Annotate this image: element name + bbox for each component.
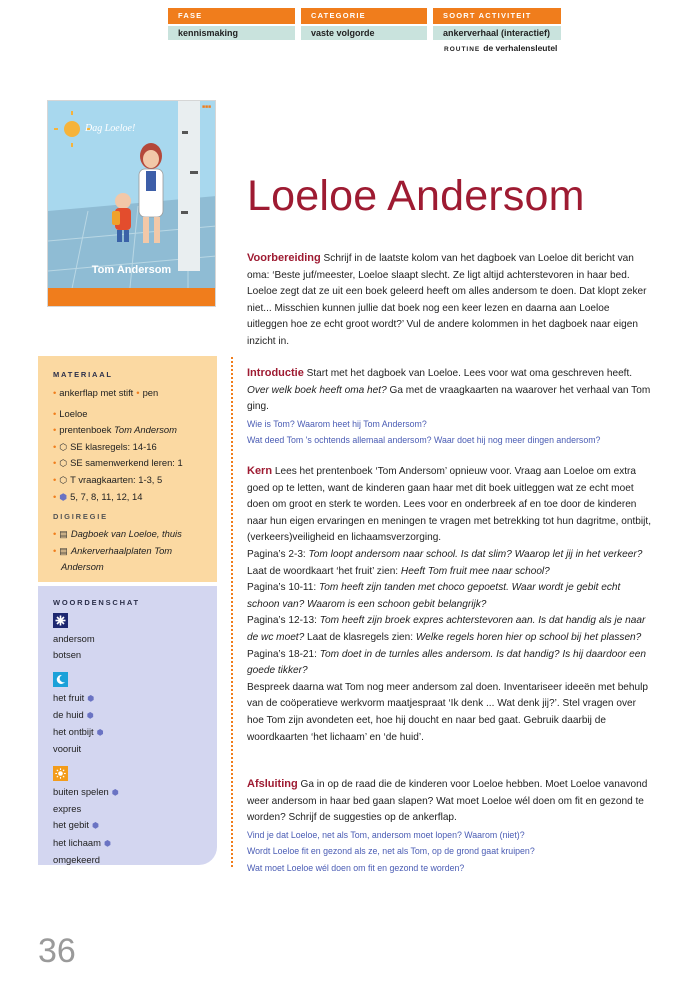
word-item: het lichaam ⬢ [53, 836, 111, 848]
kern-label: Kern [247, 465, 273, 477]
question: Wie is Tom? Waarom heet hij Tom Andersom? [247, 418, 427, 429]
header-soort [433, 8, 561, 40]
word-item: vooruit [53, 743, 82, 755]
digiregie-heading: DIGIREGIE [53, 512, 108, 522]
page-number: 36 [38, 932, 76, 970]
cube-outline-icon: ⬡ [59, 474, 68, 485]
word-item: buiten spelen ⬢ [53, 785, 119, 797]
kern-closing: Bespreek daarna wat Tom nog meer andersom zal doen. Inventariseer ideeën met behulp van de coöperatieve werkvorm maatjespraat ‘Ik denk ... Wat denk jij?’. Stel vragen over hoe Tom zijn avondeten eet, hoe hij doucht en naar bed gaat. Gebruik daarbij de woordkaarten ‘het lichaam’ en ‘de huid’. [247, 681, 648, 743]
book-title: Tom Andersom [114, 424, 177, 436]
kern-page: Pagina’s 10-11: Tom heeft zijn tanden met choco gepoetst. Waar wordt je gebit echt schoon van? Waarom is een schoon gebit belangrijk? [247, 582, 621, 610]
section-introductie: Introductie Start met het dagboek van Loeloe. Lees voor wat oma geschreven heeft. Over welk boek heeft oma het? Ga met de vraagkaarten na waarover het verhaal van Tom ging. Wie is Tom? Waarom heet hij Tom Andersom? Wat deed Tom 's ochtends allemaal andersom? Waar doet hij nog meer dingen andersom? [247, 365, 652, 449]
word-item: expres [53, 803, 82, 815]
word-item: omgekeerd [53, 853, 100, 865]
cube-icon: ⬢ [91, 821, 99, 831]
woordenschat-heading: WOORDENSCHAT [53, 598, 140, 607]
cube-outline-icon: ⬡ [59, 441, 68, 452]
materiaal-pen: pen [142, 387, 159, 398]
routine-value: de verhalensleutel [483, 43, 558, 53]
cover-badge: ■■■ [201, 104, 211, 110]
afsluiting-label: Afsluiting [247, 778, 298, 790]
document-icon: ▤ [59, 545, 68, 556]
question: Wat moet Loeloe wél doen om fit en gezond te worden? [247, 862, 465, 873]
categorie-value: vaste volgorde [301, 26, 427, 40]
kern-page: Pagina’s 18-21: Tom doet in de turnles alles andersom. Is dat handig? Is hij daardoor een goede tikker? [247, 648, 646, 677]
section-kern: Kern Lees het prentenboek ‘Tom Andersom’ opnieuw voor. Vraag aan Loeloe om extra goed op te letten, want de kinderen gaan haar met dit boek uitleggen wat ze echt moet doen om groot en sterk te worden. Lees voor en onderbreek af en toe door de kinderen naar hun eigen ervaringen en meningen te vragen met betrekking tot hun dagritme, ontbijt, (verkeers)veiligheid en lichaamsverzorging. Pagina’s 2-3: Tom loopt andersom naar school. Is dat slim? Waarop let jij in het verkeer? Laat de woordkaart ‘het fruit’ zien: Heeft Tom fruit mee naar school? Pagina’s 10-11: Tom heeft zijn tanden met choco gepoetst. Waar wordt je gebit echt schoon van? Waarom is een schoon gebit belangrijk? Pagina’s 12-13: Tom heeft zijn broek expres achterstevoren aan. Is dat handig als je naar de wc moet? Laat de klasregels zien: Welke regels horen hier op school bij het plassen? Pagina’s 18-21: Tom doet in de turnles alles andersom. Is dat handig? Is hij daardoor een goede tikker? Bespreek daarna wat Tom nog meer andersom zal doen. Inventariseer ideeën met behulp van de coöperatieve werkvorm maatjespraat ‘Ik denk ... Wat denk jij?’. Stel vragen over hoe Tom zijn avondeten eet, hoe hij doucht en naar bed gaat. Gebruik daarbij de woordkaarten ‘het lichaam’ en ‘de huid’. [247, 463, 652, 746]
word-item: het fruit ⬢ [53, 691, 95, 703]
word-item: het gebit ⬢ [53, 819, 99, 831]
section-voorbereiding: Voorbereiding Schrijf in de laatste kolom van het dagboek van Loeloe dit bericht van oma: ‘Beste juf/meester, Loeloe slaapt slecht. Ze ligt altijd achterstevoren in haar bed. Loeloe zegt dat ze uit een boek geleerd heeft om alles andersom te doen. Dat klopt zeker niet... Misschien kunnen jullie dat boek nog een keer lezen en daarna aan Loeloe uitleggen hoe ze echt groot wordt?’ Vul de andere kolommen in het dagboek naar eigen inzicht in. [247, 252, 647, 347]
materiaal-item: • ⬡ SE samenwerkend leren: 1 [53, 457, 183, 469]
word-item: andersom [53, 633, 95, 644]
routine [444, 43, 557, 53]
question: Wat deed Tom 's ochtends allemaal andersom? Waar doet hij nog meer dingen andersom? [247, 435, 601, 446]
routine-label: ROUTINE [444, 46, 481, 53]
dotted-divider [231, 357, 233, 867]
materiaal-item: • Loeloe [53, 407, 88, 419]
page-title: Loeloe Andersom [247, 172, 585, 220]
soort-value: ankerverhaal (interactief) [433, 26, 561, 40]
fase-label: FASE [168, 8, 295, 24]
materiaal-item: • prentenboek Tom Andersom [53, 424, 177, 436]
introductie-label: Introductie [247, 367, 304, 379]
kern-page: Pagina’s 12-13: Tom heeft zijn broek expres achterstevoren aan. Is dat handig als je naar de wc moet? Laat de klasregels zien: Welke regels horen hier op school bij het plassen? [247, 615, 646, 643]
materiaal-ankerflap: ankerflap met stift [59, 387, 134, 398]
question: Wordt Loeloe fit en gezond als ze, net als Tom, op de grond gaat kruipen? [247, 846, 535, 857]
cover-band [48, 288, 215, 306]
materiaal-row: • ankerflap met stift • pen [53, 387, 159, 398]
digiregie-item: • ▤ Ankerverhaalplaten Tom Andersom [53, 544, 173, 572]
section-afsluiting: Afsluiting Ga in op de raad die de kinderen voor Loeloe hebben. Moet Loeloe vanavond weer andersom in haar bed gaan slapen? Wat moet Loeloe wél doen om fit en gezond te worden? Schrijf de suggesties op de ankerflap. Vind je dat Loeloe, net als Tom, andersom moet lopen? Waarom (niet)? Wordt Loeloe fit en gezond als ze, net als Tom, op de grond gaat kruipen? Wat moet Loeloe wél doen om fit en gezond te worden? [247, 776, 652, 877]
voorbereiding-label: Voorbereiding [247, 252, 321, 264]
moon-icon [53, 672, 68, 687]
materiaal-box [38, 356, 217, 582]
word-item: botsen [53, 649, 82, 661]
cube-outline-icon: ⬡ [59, 458, 68, 469]
materiaal-item: • ⬡ SE klasregels: 14-16 [53, 440, 157, 452]
categorie-label: CATEGORIE [301, 8, 427, 24]
header-categorie [301, 8, 427, 40]
sun-icon [53, 766, 68, 781]
cover-title: Tom Andersom [91, 264, 172, 276]
materiaal-heading: MATERIAAL [53, 370, 113, 379]
materiaal-item: • ⬢ 5, 7, 8, 11, 12, 14 [53, 490, 143, 502]
cube-icon: ⬢ [96, 728, 104, 738]
document-icon: ▤ [59, 529, 68, 540]
cube-icon: ⬢ [111, 787, 119, 797]
cube-icon: ⬢ [103, 838, 111, 848]
digiregie-item: • ▤ Dagboek van Loeloe, thuis [53, 528, 182, 540]
star-icon [53, 613, 68, 628]
book-cover [47, 100, 216, 307]
woordenschat-box [38, 586, 217, 865]
cube-icon: ⬢ [86, 710, 94, 720]
cube-icon: ⬢ [87, 693, 95, 703]
cover-series: Dag Loeloe! [85, 123, 136, 134]
word-item: de huid ⬢ [53, 708, 94, 720]
word-item: het ontbijt ⬢ [53, 726, 104, 738]
fase-value: kennismaking [168, 26, 295, 40]
soort-label: SOORT ACTIVITEIT [433, 8, 561, 24]
kern-page: Pagina’s 2-3: Tom loopt andersom naar school. Is dat slim? Waarop let jij in het verkeer? Laat de woordkaart ‘het fruit’ zien: Heeft Tom fruit mee naar school? [247, 548, 643, 577]
question: Vind je dat Loeloe, net als Tom, andersom moet lopen? Waarom (niet)? [247, 829, 525, 840]
materiaal-item: • ⬡ T vraagkaarten: 1-3, 5 [53, 473, 163, 485]
header-fase [168, 8, 295, 40]
cube-icon: ⬢ [59, 491, 68, 502]
